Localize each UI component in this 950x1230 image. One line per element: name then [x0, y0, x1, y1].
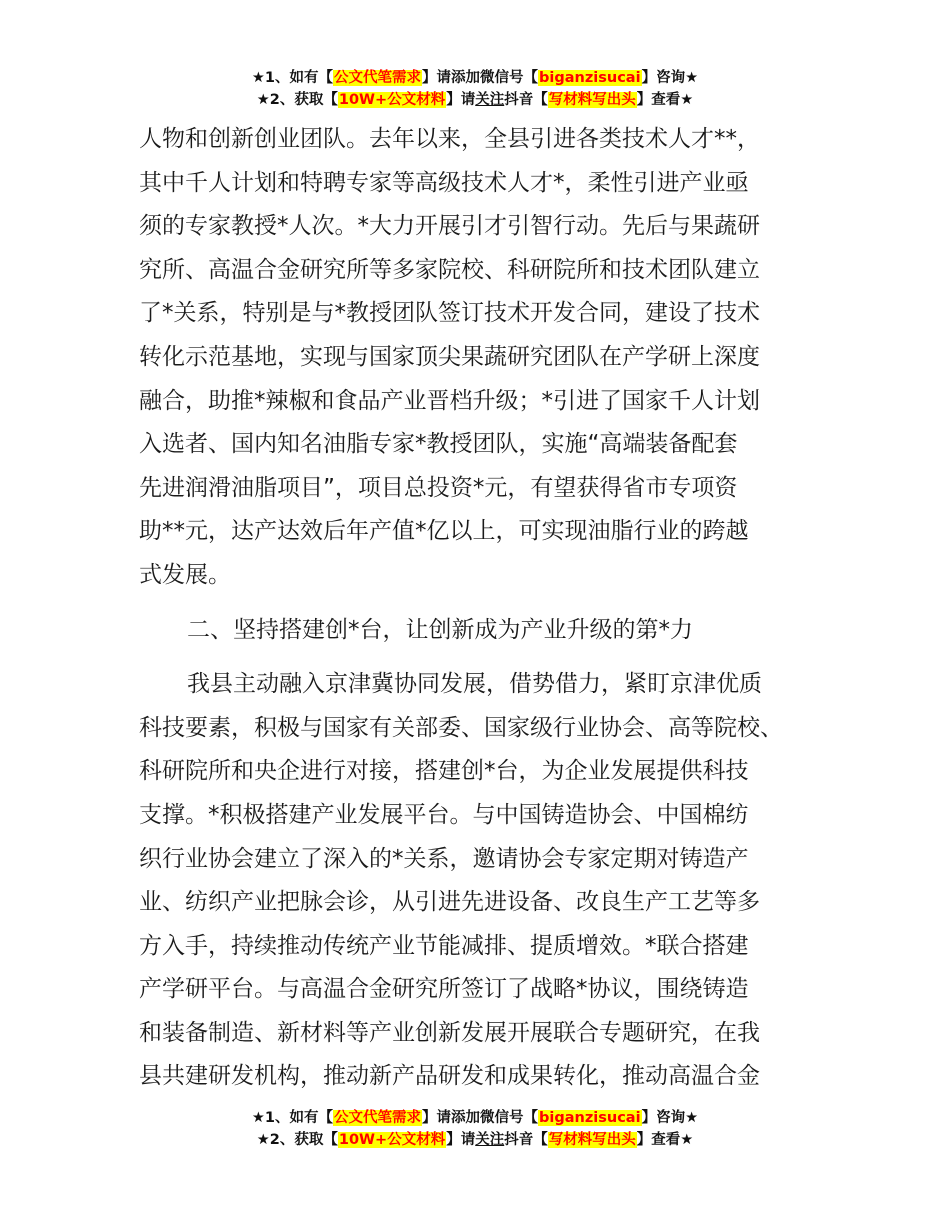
paragraph-spacer [139, 652, 829, 663]
banner-line-2: ★2、获取【10W+公文材料】请关注抖音【写材料写出头】查看★ [256, 92, 694, 108]
text-line: 入选者、国内知名油脂专家*教授团队，实施“高端装备配套 [139, 431, 738, 458]
top-banner [0, 67, 950, 111]
paragraph-spacer [139, 598, 829, 609]
text-line: 转化示范基地，实现与国家顶尖果蔬研究团队在产学研上深度 [139, 343, 760, 370]
highlight-materials: 10W+公文材料 [338, 92, 446, 108]
paragraph-1 [139, 118, 829, 598]
text-line: 科研院所和央企进行对接，搭建创*台，为企业发展提供科技 [139, 758, 749, 785]
highlight-ghostwriting: 公文代笔需求 [334, 1110, 422, 1126]
text-line: 织行业协会建立了深入的*关系，邀请协会专家定期对铸造产 [139, 845, 749, 872]
text-line: 先进润滑油脂项目”，项目总投资*元，有望获得省市专项资 [139, 474, 738, 501]
highlight-douyin: 写材料写出头 [548, 1132, 636, 1148]
text-line: 其中千人计划和特聘专家等高级技术人才*，柔性引进产业亟 [139, 169, 749, 196]
highlight-materials: 10W+公文材料 [338, 1132, 446, 1148]
bottom-banner [0, 1107, 950, 1151]
text-line: 人物和创新创业团队。去年以来，全县引进各类技术人才**， [139, 126, 760, 152]
text-line: 助**元，达产达效后年产值*亿以上，可实现油脂行业的跨越 [139, 518, 749, 545]
text-line: 须的专家教授*人次。*大力开展引才引智行动。先后与果蔬研 [139, 213, 760, 240]
highlight-ghostwriting: 公文代笔需求 [334, 70, 422, 86]
banner-line-1: ★1、如有【公文代笔需求】请添加微信号【biganzisucai】咨询★ [251, 70, 699, 86]
section-heading: 二、坚持搭建创*台，让创新成为产业升级的第*力 [187, 616, 693, 643]
highlight-wechat-id: biganzisucai [539, 1110, 641, 1126]
text-line: 产学研平台。与高温合金研究所签订了战略*协议，围绕铸造 [139, 976, 749, 1003]
text-line: 融合，助推*辣椒和食品产业晋档升级；*引进了国家千人计划 [139, 387, 760, 414]
follow-text: 关注 [475, 1132, 505, 1148]
text-line: 方入手，持续推动传统产业节能减排、提质增效。*联合搭建 [139, 932, 749, 959]
text-line: 式发展。 [139, 561, 231, 588]
text-line: 究所、高温合金研究所等多家院校、科研院所和技术团队建立 [139, 256, 760, 283]
document-body [139, 118, 829, 1099]
text-line: 和装备制造、新材料等产业创新发展开展联合专题研究，在我 [139, 1019, 760, 1046]
follow-text: 关注 [475, 92, 505, 108]
text-line: 科技要素，积极与国家有关部委、国家级行业协会、高等院校、 [139, 714, 783, 741]
text-line: 业、纺织产业把脉会诊，从引进先进设备、改良生产工艺等多 [139, 889, 760, 916]
text-line: 县共建研发机构，推动新产品研发和成果转化，推动高温合金 [139, 1063, 760, 1090]
text-line: 我县主动融入京津冀协同发展，借势借力，紧盯京津优质 [187, 671, 762, 698]
paragraph-2 [139, 663, 829, 1099]
text-line: 了*关系，特别是与*教授团队签订技术开发合同，建设了技术 [139, 300, 760, 327]
banner-line-2: ★2、获取【10W+公文材料】请关注抖音【写材料写出头】查看★ [256, 1132, 694, 1148]
banner-line-1: ★1、如有【公文代笔需求】请添加微信号【biganzisucai】咨询★ [251, 1110, 699, 1126]
highlight-douyin: 写材料写出头 [548, 92, 636, 108]
text-line: 支撑。*积极搭建产业发展平台。与中国铸造协会、中国棉纺 [139, 801, 749, 828]
highlight-wechat-id: biganzisucai [539, 70, 641, 86]
